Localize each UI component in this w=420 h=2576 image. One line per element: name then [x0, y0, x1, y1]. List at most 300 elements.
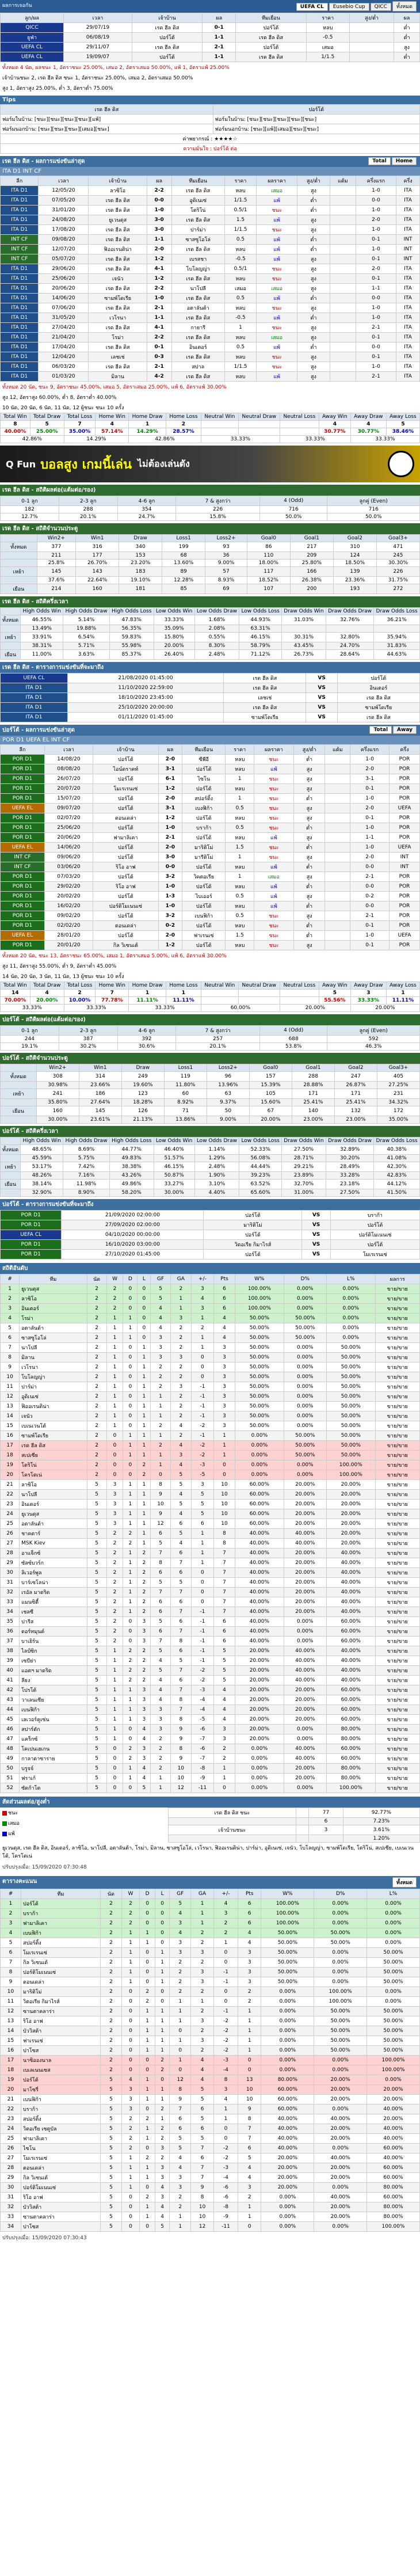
away-recent-cell: ชนะ: [254, 911, 294, 921]
standings-1-row[interactable]: [1, 1451, 420, 1460]
away-upcoming-cell: 21/09/2020 02:00:00: [62, 1211, 204, 1220]
standings-2-row[interactable]: [1, 2222, 420, 2232]
home-ht-row[interactable]: [1, 633, 420, 642]
standings-1-row[interactable]: [1, 1774, 420, 1783]
standings-1-cell: 1: [138, 1431, 151, 1441]
standings-1-row[interactable]: [1, 1695, 420, 1705]
standings-1-row[interactable]: [1, 1363, 420, 1372]
standings-2-cell: 0.00%: [314, 1977, 367, 1987]
home-upcoming-row[interactable]: [1, 703, 420, 713]
home-recent-cell: เจนัว: [89, 274, 147, 284]
away-recent-filter[interactable]: POR D1 UEFA EL INT CF: [0, 736, 420, 744]
standings-2-row[interactable]: [1, 1987, 420, 1997]
standings-1-row[interactable]: [1, 1333, 420, 1343]
away-goals-cell: 172: [377, 1106, 419, 1116]
standings-1-cell: 40.00%: [284, 1744, 326, 1754]
standings-2-cell: 60.00%: [261, 2095, 314, 2105]
standings-1-row[interactable]: [1, 1441, 420, 1451]
standings-1-row[interactable]: [1, 1382, 420, 1392]
standings-2-row[interactable]: [1, 2212, 420, 2222]
standings-1-row[interactable]: [1, 1314, 420, 1323]
h2h-row[interactable]: [1, 43, 420, 52]
odds-summary-cell: 7.23%: [343, 1818, 419, 1825]
standings-2-cell: 50.00%: [314, 2036, 367, 2046]
standings-2-row[interactable]: [1, 1919, 420, 1928]
standings-2-cell: 14: [1, 2026, 21, 2036]
home-recent-cell: 25/06/20: [39, 274, 89, 284]
home-goals-row[interactable]: [1, 584, 420, 594]
standings-1-row[interactable]: [1, 1607, 420, 1617]
away-recent-row[interactable]: [1, 833, 420, 843]
odds-summary-row[interactable]: [169, 1825, 420, 1835]
home-upcoming-row[interactable]: [1, 713, 420, 722]
standings-2-row[interactable]: [1, 1938, 420, 1948]
home-recent-row[interactable]: [1, 245, 420, 254]
standings-1-cell: ขาย/ขาย: [375, 1656, 419, 1666]
standings-1-cell: 9: [151, 1490, 170, 1500]
h2h-row[interactable]: [1, 52, 420, 62]
standings-1-row[interactable]: [1, 1744, 420, 1754]
away-goals-cell: 119: [164, 1072, 207, 1082]
tab-all[interactable]: ทั้งหมด: [392, 1877, 417, 1888]
standings-1-row[interactable]: [1, 1637, 420, 1646]
away-recent-cell: [325, 901, 350, 911]
standings-1-row[interactable]: [1, 1685, 420, 1695]
standings-2-row[interactable]: [1, 1909, 420, 1919]
home-recent-row[interactable]: [1, 343, 420, 352]
standings-1-row[interactable]: [1, 1764, 420, 1774]
standings-1-row[interactable]: [1, 1656, 420, 1666]
standings-1-cell: 0: [123, 1363, 138, 1372]
home-recent-cell: 0-0: [356, 196, 396, 206]
standings-1-row[interactable]: [1, 1304, 420, 1314]
standings-1-cell: อินเตอร์: [20, 1500, 87, 1509]
away-recent-row[interactable]: [1, 872, 420, 882]
standings-2-row[interactable]: [1, 2114, 420, 2124]
standings-1-row[interactable]: [1, 1519, 420, 1529]
home-recent-cell: สูง: [297, 323, 330, 333]
standings-1-row[interactable]: [1, 1343, 420, 1353]
standings-1-row[interactable]: [1, 1353, 420, 1363]
home-recent-tab[interactable]: Home: [392, 157, 417, 165]
home-goals-cell: 9.00%: [205, 560, 247, 567]
standings-1-row[interactable]: [1, 1548, 420, 1558]
standings-2-row[interactable]: [1, 2173, 420, 2183]
standings-2-row[interactable]: [1, 1997, 420, 2007]
away-recent-row[interactable]: [1, 901, 420, 911]
home-recent-cell: [330, 343, 356, 352]
away-recent-cell: 20/06/20: [44, 833, 93, 843]
standings-2-cell: 7: [170, 2105, 191, 2114]
standings-1-row[interactable]: [1, 1490, 420, 1500]
home-recent-row[interactable]: [1, 235, 420, 245]
standings-1-row[interactable]: [1, 1705, 420, 1715]
standings-1-cell: 0: [123, 1382, 138, 1392]
home-recent-row[interactable]: [1, 225, 420, 235]
away-recent-row[interactable]: [1, 755, 420, 764]
standings-2-cell: 9: [191, 2183, 213, 2193]
h2h-tab[interactable]: Eusebio Cup: [329, 3, 369, 11]
away-recent-row[interactable]: [1, 882, 420, 892]
standings-2-cell: 2: [238, 1997, 261, 2007]
away-handicap-title: ปอร์โต้ - สถิติผลต่อ(แต้มต่อ/รอง): [0, 1014, 420, 1025]
away-recent-cell: กิล วิเซนเต้: [93, 941, 158, 950]
h2h-cell: เรด ฮีล ดิส: [236, 52, 306, 62]
home-recent-row[interactable]: [1, 284, 420, 294]
away-recent-row[interactable]: [1, 853, 420, 862]
standings-1-row[interactable]: [1, 1421, 420, 1431]
away-ht-cell: เหย้า: [1, 1162, 21, 1172]
home-goals-cell: 117: [247, 567, 290, 577]
home-recent-cell: 3-0: [147, 225, 171, 235]
home-upcoming-row[interactable]: [1, 693, 420, 703]
home-recent-row[interactable]: [1, 352, 420, 362]
standings-2-row[interactable]: [1, 2183, 420, 2193]
standings-2-cell: 0: [140, 2183, 155, 2193]
home-recent-row[interactable]: [1, 186, 420, 196]
tips-away-line-2: ฟอร์มนอกบ้าน: [ชนะ][แพ้][เสมอ][ชนะ][ชนะ]: [213, 124, 419, 134]
away-recent-cell: [325, 843, 350, 853]
standings-2-cell: 3: [213, 2085, 238, 2095]
standings-1-cell: 5: [87, 1744, 106, 1754]
away-recent-cell: POR: [390, 755, 420, 764]
away-recent-row[interactable]: [1, 813, 420, 823]
home-recent-row[interactable]: [1, 254, 420, 264]
standings-2-cell: 6: [170, 2114, 191, 2124]
standings-1-row[interactable]: [1, 1460, 420, 1470]
home-ht-row[interactable]: [1, 615, 420, 625]
away-recent-cell: [325, 872, 350, 882]
away-upcoming-row[interactable]: [1, 1240, 420, 1250]
standings-2-cell: ตอนเดล่า: [21, 1977, 101, 1987]
standings-1-cell: 32: [1, 1588, 20, 1597]
away-goals-cell: 26.87%: [334, 1082, 377, 1089]
home-recent-header-row: [1, 176, 420, 186]
standings-1-row[interactable]: [1, 1529, 420, 1539]
standings-1-row[interactable]: [1, 1372, 420, 1382]
away-recent-tab[interactable]: Away: [393, 726, 417, 734]
away-goals-row[interactable]: [1, 1099, 420, 1106]
h2h-tab[interactable]: QICC: [371, 3, 391, 11]
standings-1-row[interactable]: [1, 1725, 420, 1734]
home-recent-row[interactable]: [1, 196, 420, 206]
home-goals-row[interactable]: [1, 560, 420, 567]
away-ht-row[interactable]: [1, 1162, 420, 1172]
standings-2-cell: 2: [191, 1987, 213, 1997]
standings-1-row[interactable]: [1, 1539, 420, 1548]
standings-1-row[interactable]: [1, 1734, 420, 1744]
standings-1-row[interactable]: [1, 1411, 420, 1421]
home-recent-row[interactable]: [1, 333, 420, 343]
standings-2-row[interactable]: [1, 1928, 420, 1938]
standings-2-row[interactable]: [1, 2193, 420, 2202]
home-recent-row[interactable]: [1, 206, 420, 215]
standings-1-cell: วาเลนเซีย: [20, 1695, 87, 1705]
home-recent-cell: ITA D1: [1, 225, 39, 235]
standings-1-cell: 2: [123, 1539, 138, 1548]
standings-1-row[interactable]: [1, 1480, 420, 1490]
odds-summary-row[interactable]: [169, 1818, 420, 1825]
standings-2-row[interactable]: [1, 2007, 420, 2016]
h2h-row[interactable]: [1, 23, 420, 33]
standings-2-row[interactable]: [1, 2036, 420, 2046]
standings-2-cell: 5: [100, 2095, 121, 2105]
away-recent-row[interactable]: [1, 892, 420, 901]
away-recent-cell: 0.5: [226, 892, 254, 901]
away-ht-cell: 1.29%: [194, 1155, 239, 1162]
standings-1-row[interactable]: [1, 1578, 420, 1588]
home-recent-row[interactable]: [1, 215, 420, 225]
standings-2-row[interactable]: [1, 2026, 420, 2036]
standings-2-cell: 2: [100, 1977, 121, 1987]
away-recent-cell: 3-1: [350, 774, 390, 784]
away-recent-cell: ชนะ: [254, 843, 294, 853]
standings-1-cell: 1: [213, 1774, 235, 1783]
away-recent-row[interactable]: [1, 862, 420, 872]
standings-2-cell: 1: [238, 2046, 261, 2056]
away-recent-row[interactable]: [1, 764, 420, 774]
h2h-row[interactable]: [1, 33, 420, 43]
away-recent-row[interactable]: [1, 931, 420, 941]
standings-2-cell: 4: [155, 2202, 170, 2212]
standings-2-cell: 8: [191, 2193, 213, 2202]
away-recent-row[interactable]: [1, 921, 420, 931]
home-recent-row[interactable]: [1, 323, 420, 333]
home-recent-cell: [330, 206, 356, 215]
away-goals-cell: 123: [121, 1089, 164, 1099]
standings-2-cell: 0.00%: [261, 2036, 314, 2046]
standings-2-cell: 1: [140, 2016, 155, 2026]
standings-1-cell: 3: [106, 1509, 123, 1519]
standings-2-row[interactable]: [1, 2046, 420, 2056]
home-recent-row[interactable]: [1, 264, 420, 274]
home-goals-row[interactable]: [1, 542, 420, 552]
away-goals-header-cell: Loss1: [164, 1064, 207, 1072]
away-ht-row[interactable]: [1, 1145, 420, 1155]
away-upcoming-row[interactable]: [1, 1220, 420, 1230]
standings-1-cell: 2: [87, 1294, 106, 1304]
standings-2-row[interactable]: [1, 2075, 420, 2085]
away-recent-tab[interactable]: Total: [369, 726, 392, 734]
standings-1-row[interactable]: [1, 1617, 420, 1627]
standings-2-row[interactable]: [1, 2056, 420, 2065]
standings-1-row[interactable]: [1, 1470, 420, 1480]
away-upcoming-row[interactable]: [1, 1250, 420, 1260]
odds-summary-row[interactable]: [169, 1808, 420, 1818]
standings-1-row[interactable]: [1, 1715, 420, 1725]
standings-2-cell: ปอร์โต้: [21, 1899, 101, 1909]
standings-1-row[interactable]: [1, 1500, 420, 1509]
home-goals-row[interactable]: [1, 567, 420, 577]
away-ht-row[interactable]: [1, 1172, 420, 1179]
standings-2-cell: 40.00%: [314, 2153, 367, 2163]
home-ht-row[interactable]: [1, 642, 420, 650]
away-upcoming-row[interactable]: [1, 1230, 420, 1240]
away-recent-cell: 0-0: [350, 901, 390, 911]
away-ht-cell: 23.18%: [326, 1179, 373, 1189]
away-recent-row[interactable]: [1, 784, 420, 794]
home-recent-header-cell: ราคา: [224, 176, 256, 186]
standings-1-cell: 20.00%: [284, 1578, 326, 1588]
home-goals-cell: เหย้า: [1, 567, 37, 577]
standings-1-cell: ขาย/ขาย: [375, 1764, 419, 1774]
standings-1-cell: ขาย/ขาย: [375, 1715, 419, 1725]
standings-1-row[interactable]: [1, 1284, 420, 1294]
away-recent-cell: 1: [226, 853, 254, 862]
standings-2-row[interactable]: [1, 2153, 420, 2163]
home-recent-row[interactable]: [1, 313, 420, 323]
home-goals-row[interactable]: [1, 552, 420, 560]
standings-1-cell: 20.00%: [326, 1480, 375, 1490]
standings-1-cell: -1: [191, 1607, 213, 1617]
standings-1-row[interactable]: [1, 1558, 420, 1568]
standings-1-row[interactable]: [1, 1666, 420, 1676]
away-recent-row[interactable]: [1, 843, 420, 853]
standings-1-row[interactable]: [1, 1392, 420, 1402]
away-recent-row[interactable]: [1, 823, 420, 833]
away-recent-cell: 1: [226, 794, 254, 804]
home-recent-cell: แพ้: [257, 235, 297, 245]
away-upcoming-cell: บราก้า: [330, 1211, 419, 1220]
home-ht-row[interactable]: [1, 625, 420, 633]
standings-2-row[interactable]: [1, 2134, 420, 2144]
standings-1-cell: 3: [213, 1411, 235, 1421]
away-recent-cell: 3-2: [158, 872, 182, 882]
away-goals-row[interactable]: [1, 1072, 420, 1082]
home-recent-row[interactable]: [1, 294, 420, 303]
away-recent-cell: ปอร์โต้: [93, 892, 158, 901]
standings-1-cell: 4: [170, 1460, 191, 1470]
standings-2-row[interactable]: [1, 2124, 420, 2134]
standings-1-cell: 7: [151, 1588, 170, 1597]
away-recent-row[interactable]: [1, 794, 420, 804]
standings-2-cell: 5: [170, 1899, 191, 1909]
standings-2-row[interactable]: [1, 2144, 420, 2153]
away-recent-cell: POR: [390, 901, 420, 911]
standings-2-cell: -2: [213, 2026, 238, 2036]
standings-1-cell: ขาย/ขาย: [375, 1676, 419, 1685]
standings-2-cell: 2: [213, 1919, 238, 1928]
home-recent-tab[interactable]: Total: [368, 157, 391, 165]
standings-2-cell: 29: [1, 2173, 21, 2183]
away-recent-row[interactable]: [1, 804, 420, 813]
standings-2-row[interactable]: [1, 1899, 420, 1909]
home-recent-row[interactable]: [1, 372, 420, 382]
home-ht-row[interactable]: [1, 650, 420, 660]
standings-1-cell: ขาย/ขาย: [375, 1558, 419, 1568]
away-totals-cell: [238, 990, 280, 997]
away-goals-row[interactable]: [1, 1116, 420, 1124]
home-upcoming-row[interactable]: [1, 683, 420, 693]
standings-1-cell: โบโลญญ่า: [20, 1372, 87, 1382]
away-goals-cell: 241: [36, 1089, 79, 1099]
standings-1-row[interactable]: [1, 1509, 420, 1519]
standings-1-cell: 1: [106, 1402, 123, 1411]
standings-1-cell: 5: [87, 1637, 106, 1646]
away-goals-row[interactable]: [1, 1106, 420, 1116]
odds-summary-row[interactable]: [169, 1835, 420, 1843]
standings-1-row[interactable]: [1, 1294, 420, 1304]
h2h-tab[interactable]: UEFA CL: [296, 3, 328, 11]
home-upcoming-row[interactable]: [1, 674, 420, 683]
standings-1-cell: 3: [151, 1353, 170, 1363]
standings-2-row[interactable]: [1, 1977, 420, 1987]
home-recent-row[interactable]: [1, 274, 420, 284]
standings-1-row[interactable]: [1, 1431, 420, 1441]
standings-2-cell: 2: [121, 2134, 139, 2144]
standings-2-cell: 20.00%: [314, 2163, 367, 2173]
standings-2-row[interactable]: [1, 1948, 420, 1958]
away-ht-row[interactable]: [1, 1189, 420, 1197]
home-recent-row[interactable]: [1, 303, 420, 313]
home-recent-row[interactable]: [1, 362, 420, 372]
promo-banner[interactable]: [0, 446, 420, 482]
home-recent-filter[interactable]: ITA D1 INT CF: [0, 167, 420, 176]
away-goals-row[interactable]: [1, 1089, 420, 1099]
standings-2-row[interactable]: [1, 2016, 420, 2026]
home-recent-cell: ITA D1: [1, 372, 39, 382]
away-ht-row[interactable]: [1, 1155, 420, 1162]
standings-1-cell: 1: [151, 1431, 170, 1441]
away-ht-cell: 42.83%: [374, 1172, 420, 1179]
standings-1-cell: 2: [87, 1421, 106, 1431]
standings-1-cell: 40.00%: [235, 1548, 284, 1558]
standings-2-cell: 2: [191, 1938, 213, 1948]
standings-1-cell: 8: [170, 1744, 191, 1754]
away-recent-row[interactable]: [1, 911, 420, 921]
h2h-tab[interactable]: ทั้งหมด: [392, 1, 417, 12]
standings-1-cell: 80.00%: [326, 1764, 375, 1774]
away-recent-row[interactable]: [1, 941, 420, 950]
standings-1-row[interactable]: [1, 1627, 420, 1637]
away-goals-row[interactable]: [1, 1082, 420, 1089]
away-upcoming-row[interactable]: [1, 1211, 420, 1220]
standings-1-header-cell: #: [1, 1274, 20, 1284]
standings-2-row[interactable]: [1, 2163, 420, 2173]
standings-2-row[interactable]: [1, 2085, 420, 2095]
standings-1-row[interactable]: [1, 1783, 420, 1793]
standings-1-cell: -2: [191, 1676, 213, 1685]
standings-1-cell: 7: [170, 1607, 191, 1617]
standings-2-row[interactable]: [1, 2065, 420, 2075]
standings-1-row[interactable]: [1, 1323, 420, 1333]
standings-1-cell: 1: [138, 1509, 151, 1519]
away-ht-row[interactable]: [1, 1179, 420, 1189]
standings-2-row[interactable]: [1, 1958, 420, 1968]
standings-2-cell: 1: [191, 1899, 213, 1909]
standings-2-cell: 20.00%: [367, 2114, 420, 2124]
home-goals-row[interactable]: [1, 577, 420, 584]
standings-1-row[interactable]: [1, 1646, 420, 1656]
standings-1-row[interactable]: [1, 1754, 420, 1764]
standings-1-row[interactable]: [1, 1402, 420, 1411]
standings-2-row[interactable]: [1, 2202, 420, 2212]
standings-1-row[interactable]: [1, 1568, 420, 1578]
standings-2-row[interactable]: [1, 2095, 420, 2105]
away-recent-row[interactable]: [1, 774, 420, 784]
standings-2-row[interactable]: [1, 1968, 420, 1977]
standings-2-row[interactable]: [1, 2105, 420, 2114]
standings-1-row[interactable]: [1, 1597, 420, 1607]
standings-1-cell: ฟราเก้: [20, 1774, 87, 1783]
standings-2-cell: 25: [1, 2134, 21, 2144]
standings-1-row[interactable]: [1, 1676, 420, 1685]
h2h-header-row: [1, 13, 420, 23]
standings-2-cell: 40.00%: [261, 2144, 314, 2153]
standings-1-row[interactable]: [1, 1588, 420, 1597]
standings-2-cell: 2: [213, 1928, 238, 1938]
standings-2-cell: 0.00%: [261, 2016, 314, 2026]
